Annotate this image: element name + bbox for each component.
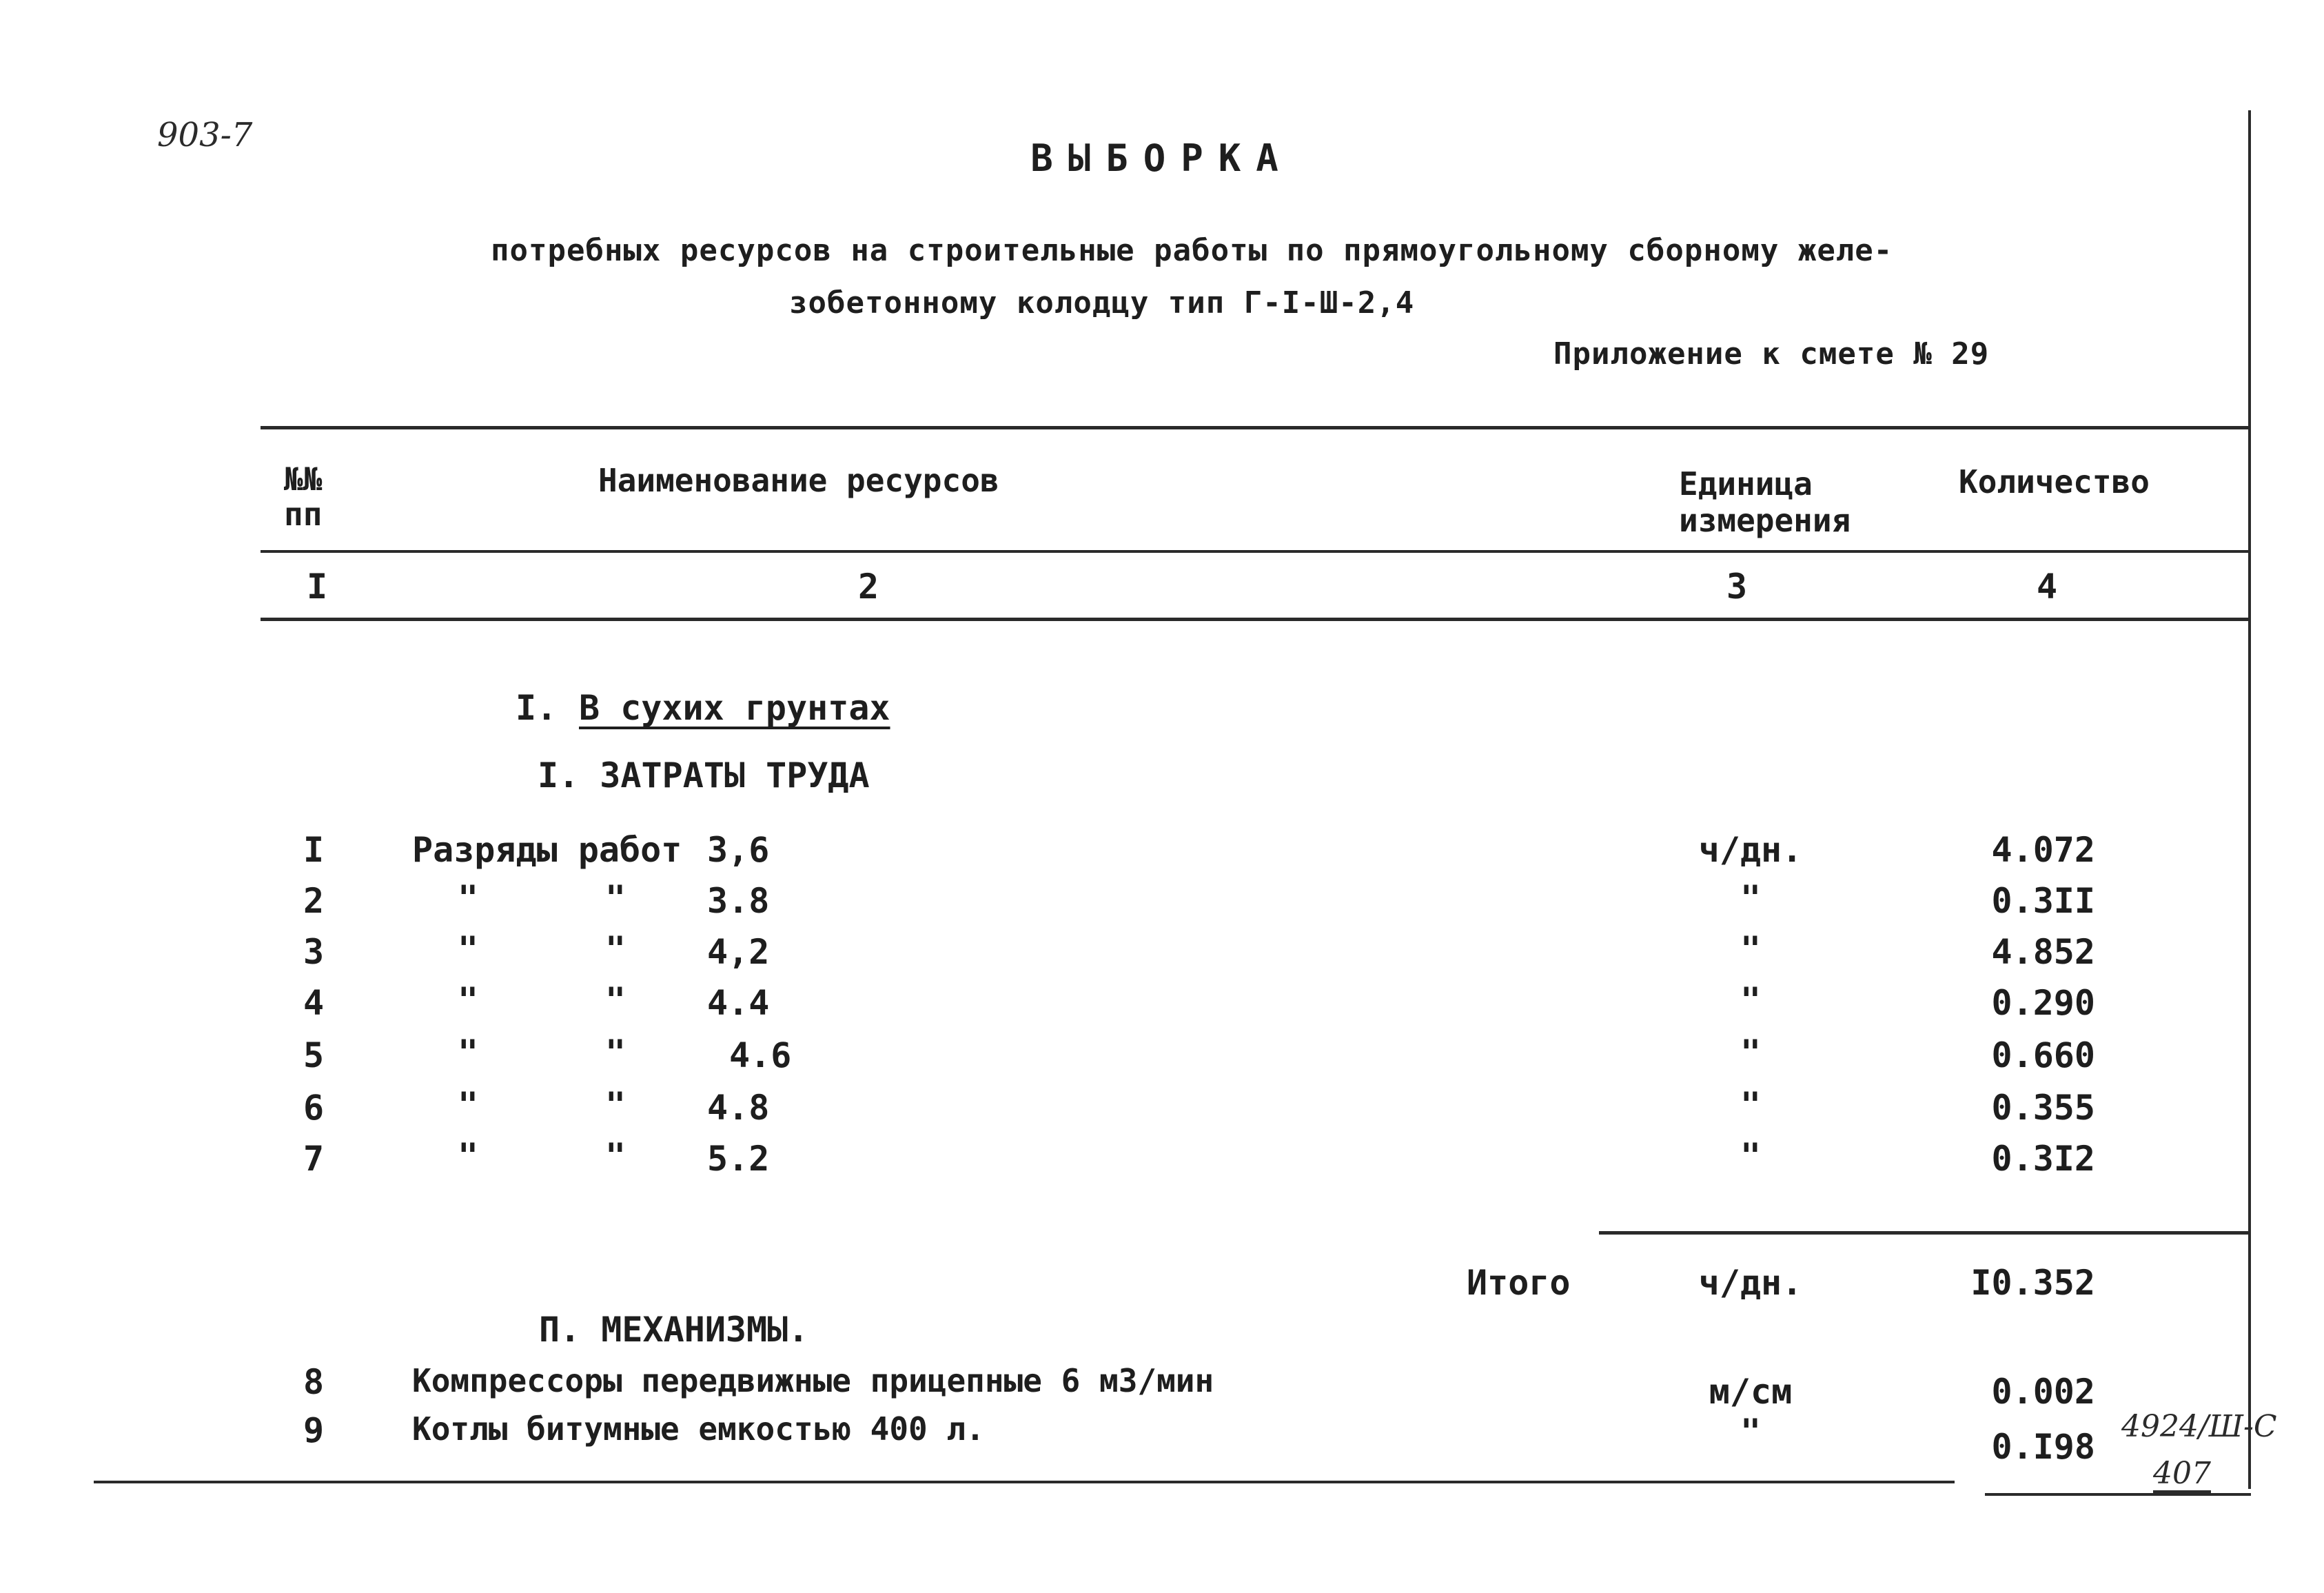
row-num: 4 [303,983,325,1023]
row-grade: 3,6 [707,830,770,870]
total-rule [1599,1231,2251,1235]
row-unit: " [1740,1085,1762,1125]
header-unit: Единица измерения [1679,465,1851,539]
row-unit: ч/дн. [1698,830,1803,870]
column-numbers-rule [261,618,2251,621]
table-top-rule [261,426,2251,429]
right-margin-rule [2248,110,2251,1489]
row-unit: " [1740,878,1762,918]
row-num: 5 [303,1035,325,1075]
bottom-frame-rule-right [1985,1493,2251,1496]
row-num: 2 [303,881,325,921]
row-qty: 0.660 [1991,1035,2095,1075]
row-name: Котлы битумные емкостью 400 л. [412,1410,985,1448]
section-title: В сухих грунтах [579,688,890,728]
header-qty: Количество [1959,463,2150,500]
row-unit: " [1740,980,1762,1020]
handwritten-page: 407 [2153,1456,2211,1491]
row-qty: 0.002 [1991,1372,2095,1412]
mechanisms-heading: П. МЕХАНИЗМЫ. [539,1310,809,1350]
header-name: Наименование ресурсов [598,462,999,499]
row-grade: 4.8 [707,1088,770,1128]
ditto-mark: " [605,929,626,969]
header-bottom-rule [261,550,2251,553]
total-label: Итого [1467,1263,1571,1303]
ditto-mark: " [458,878,479,918]
column-number-2: 2 [857,567,879,607]
row-unit: " [1740,1033,1762,1073]
row-unit: " [1740,1136,1762,1176]
row-name: Разряды работ [412,830,682,870]
row-name: Компрессоры передвижные прицепные 6 м3/мин [412,1362,1214,1399]
column-number-1: I [306,567,328,607]
row-grade: 4.4 [707,983,770,1023]
section-number: I. [516,688,558,728]
header-num: №№ пп [284,460,323,533]
row-qty: 0.290 [1991,983,2095,1023]
row-grade: 4,2 [707,932,770,972]
column-number-4: 4 [2036,567,2058,607]
row-num: 6 [303,1088,325,1128]
bottom-frame-rule [94,1481,1955,1483]
row-qty: 0.3I2 [1991,1139,2095,1179]
row-grade: 5.2 [707,1139,770,1179]
labor-heading: I. ЗАТРАТЫ ТРУДА [538,755,870,795]
row-grade: 3.8 [707,881,770,921]
total-qty: I0.352 [1970,1263,2095,1303]
subtitle-line-1: потребных ресурсов на строительные работы по прямоугольному сборному желе- [491,233,1893,268]
ditto-mark: " [605,878,626,918]
ditto-mark: " [458,1136,479,1176]
ditto-mark: " [458,1033,479,1073]
row-grade: 4.6 [729,1035,792,1075]
row-qty: 4.072 [1991,830,2095,870]
ditto-mark: " [458,980,479,1020]
row-qty: 0.3II [1991,881,2095,921]
appendix-note: Приложение к смете № 29 [1553,336,1990,372]
row-num: 9 [303,1410,325,1450]
row-num: 7 [303,1139,325,1179]
document-title: ВЫБОРКА [1030,136,1294,180]
corner-mark: 903-7 [157,116,253,154]
row-unit: " [1740,1412,1762,1452]
row-qty: 0.I98 [1991,1427,2095,1467]
ditto-mark: " [605,980,626,1020]
subtitle-line-2: зобетонному колодцу тип Г-I-Ш-2,4 [789,285,1415,321]
ditto-mark: " [605,1136,626,1176]
column-number-3: 3 [1726,567,1748,607]
row-qty: 0.355 [1991,1088,2095,1128]
ditto-mark: " [605,1085,626,1125]
handwritten-code: 4924/Ш-С [2121,1409,2277,1444]
row-num: I [303,830,325,870]
total-unit: ч/дн. [1698,1263,1803,1303]
row-num: 3 [303,932,325,972]
row-unit: " [1740,929,1762,969]
row-unit: м/см [1709,1372,1793,1412]
ditto-mark: " [458,929,479,969]
row-num: 8 [303,1362,325,1402]
ditto-mark: " [605,1033,626,1073]
row-qty: 4.852 [1991,932,2095,972]
ditto-mark: " [458,1085,479,1125]
